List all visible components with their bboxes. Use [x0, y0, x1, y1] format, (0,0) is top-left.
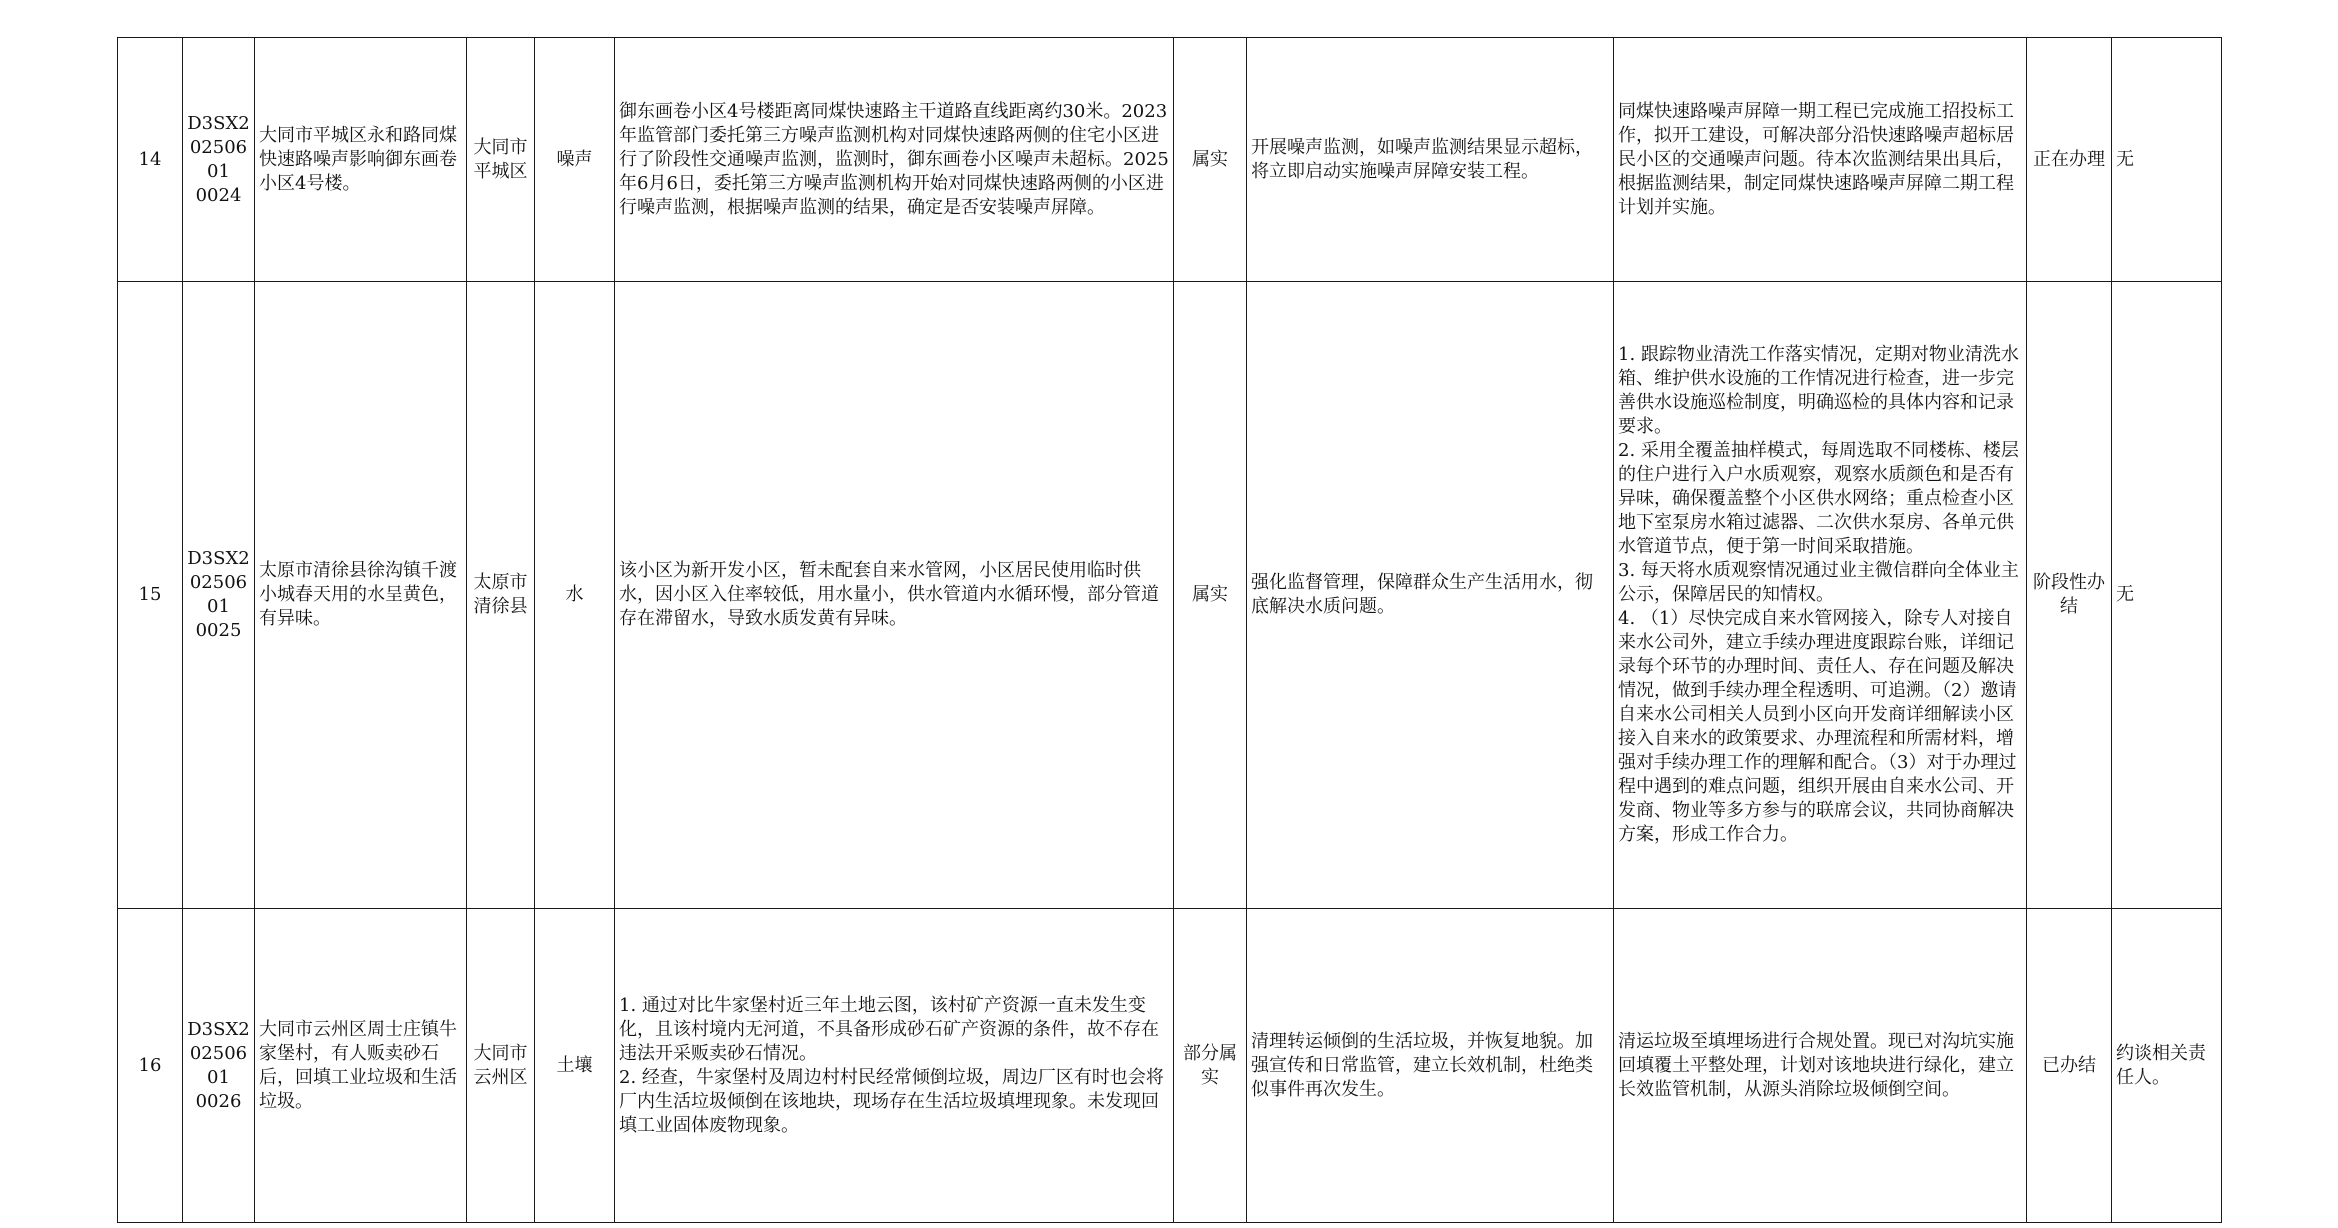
- complaint-content: 大同市云州区周士庄镇牛家堡村，有人贩卖砂石后，回填工业垃圾和生活垃圾。: [255, 909, 467, 1223]
- complaint-content: 太原市清徐县徐沟镇千渡小城春天用的水呈黄色，有异味。: [255, 282, 467, 909]
- case-code: D3SX20250601 0025: [183, 282, 255, 909]
- investigation-findings: 1. 通过对比牛家堡村近三年土地云图，该村矿产资源一直未发生变化，且该村境内无河道，不具备形成砂石矿产资源的条件，故不存在违法开采贩卖砂石情况。 2. 经查，牛家堡村及周边村村民经常倾倒垃圾，周边厂区有时也会将厂内生活垃圾倾倒在该地块，现场存在生活垃圾填埋现象。未发现回填工业固体废物现象。: [615, 909, 1174, 1223]
- handling-status: 正在办理: [2027, 38, 2112, 282]
- complaint-table: [117, 37, 2222, 1223]
- row-sequence-number: 16: [118, 909, 183, 1223]
- case-code: D3SX20250601 0026: [183, 909, 255, 1223]
- verification-result: 属实: [1174, 282, 1247, 909]
- table-row: [118, 38, 2222, 282]
- rectification-progress: 清运垃圾至填埋场进行合规处置。现已对沟坑实施回填覆土平整处理，计划对该地块进行绿化，建立长效监管机制，从源头消除垃圾倾倒空间。: [1614, 909, 2027, 1223]
- handling-opinion: 强化监督管理，保障群众生产生活用水，彻底解决水质问题。: [1247, 282, 1614, 909]
- administrative-area: 大同市平城区: [467, 38, 535, 282]
- handling-status: 阶段性办结: [2027, 282, 2112, 909]
- rectification-progress: 同煤快速路噪声屏障一期工程已完成施工招投标工作，拟开工建设，可解决部分沿快速路噪声超标居民小区的交通噪声问题。待本次监测结果出具后，根据监测结果，制定同煤快速路噪声屏障二期工程计划并实施。: [1614, 38, 2027, 282]
- complaint-content: 大同市平城区永和路同煤快速路噪声影响御东画卷小区4号楼。: [255, 38, 467, 282]
- pollution-type: 土壤: [535, 909, 615, 1223]
- row-sequence-number: 15: [118, 282, 183, 909]
- verification-result: 属实: [1174, 38, 1247, 282]
- accountability-info: 无: [2112, 38, 2222, 282]
- handling-status: 已办结: [2027, 909, 2112, 1223]
- administrative-area: 太原市清徐县: [467, 282, 535, 909]
- table-row: [118, 909, 2222, 1223]
- handling-opinion: 清理转运倾倒的生活垃圾，并恢复地貌。加强宣传和日常监管，建立长效机制，杜绝类似事件再次发生。: [1247, 909, 1614, 1223]
- administrative-area: 大同市云州区: [467, 909, 535, 1223]
- row-sequence-number: 14: [118, 38, 183, 282]
- pollution-type: 水: [535, 282, 615, 909]
- rectification-progress: 1. 跟踪物业清洗工作落实情况，定期对物业清洗水箱、维护供水设施的工作情况进行检查，进一步完善供水设施巡检制度，明确巡检的具体内容和记录要求。 2. 采用全覆盖抽样模式，每周选取不同楼栋、楼层的住户进行入户水质观察，观察水质颜色和是否有异味，确保覆盖整个小区供水网络；重点检查小区地下室泵房水箱过滤器、二次供水泵房、各单元供水管道节点，便于第一时间采取措施。 3. 每天将水质观察情况通过业主微信群向全体业主公示，保障居民的知情权。 4. （1）尽快完成自来水管网接入，除专人对接自来水公司外，建立手续办理进度跟踪台账，详细记录每个环节的办理时间、责任人、存在问题及解决情况，做到手续办理全程透明、可追溯。（2）邀请自来水公司相关人员到小区向开发商详细解读小区接入自来水的政策要求、办理流程和所需材料，增强对手续办理工作的理解和配合。（3）对于办理过程中遇到的难点问题，组织开展由自来水公司、开发商、物业等多方参与的联席会议，共同协商解决方案，形成工作合力。: [1614, 282, 2027, 909]
- verification-result: 部分属实: [1174, 909, 1247, 1223]
- handling-opinion: 开展噪声监测，如噪声监测结果显示超标，将立即启动实施噪声屏障安装工程。: [1247, 38, 1614, 282]
- accountability-info: 无: [2112, 282, 2222, 909]
- investigation-findings: 该小区为新开发小区，暂未配套自来水管网，小区居民使用临时供水，因小区入住率较低，用水量小，供水管道内水循环慢，部分管道存在滞留水，导致水质发黄有异味。: [615, 282, 1174, 909]
- pollution-type: 噪声: [535, 38, 615, 282]
- case-code: D3SX20250601 0024: [183, 38, 255, 282]
- investigation-findings: 御东画卷小区4号楼距离同煤快速路主干道路直线距离约30米。2023年监管部门委托第三方噪声监测机构对同煤快速路两侧的住宅小区进行了阶段性交通噪声监测，监测时，御东画卷小区噪声未超标。2025年6月6日，委托第三方噪声监测机构开始对同煤快速路两侧的小区进行噪声监测，根据噪声监测的结果，确定是否安装噪声屏障。: [615, 38, 1174, 282]
- accountability-info: 约谈相关责任人。: [2112, 909, 2222, 1223]
- table-row: [118, 282, 2222, 909]
